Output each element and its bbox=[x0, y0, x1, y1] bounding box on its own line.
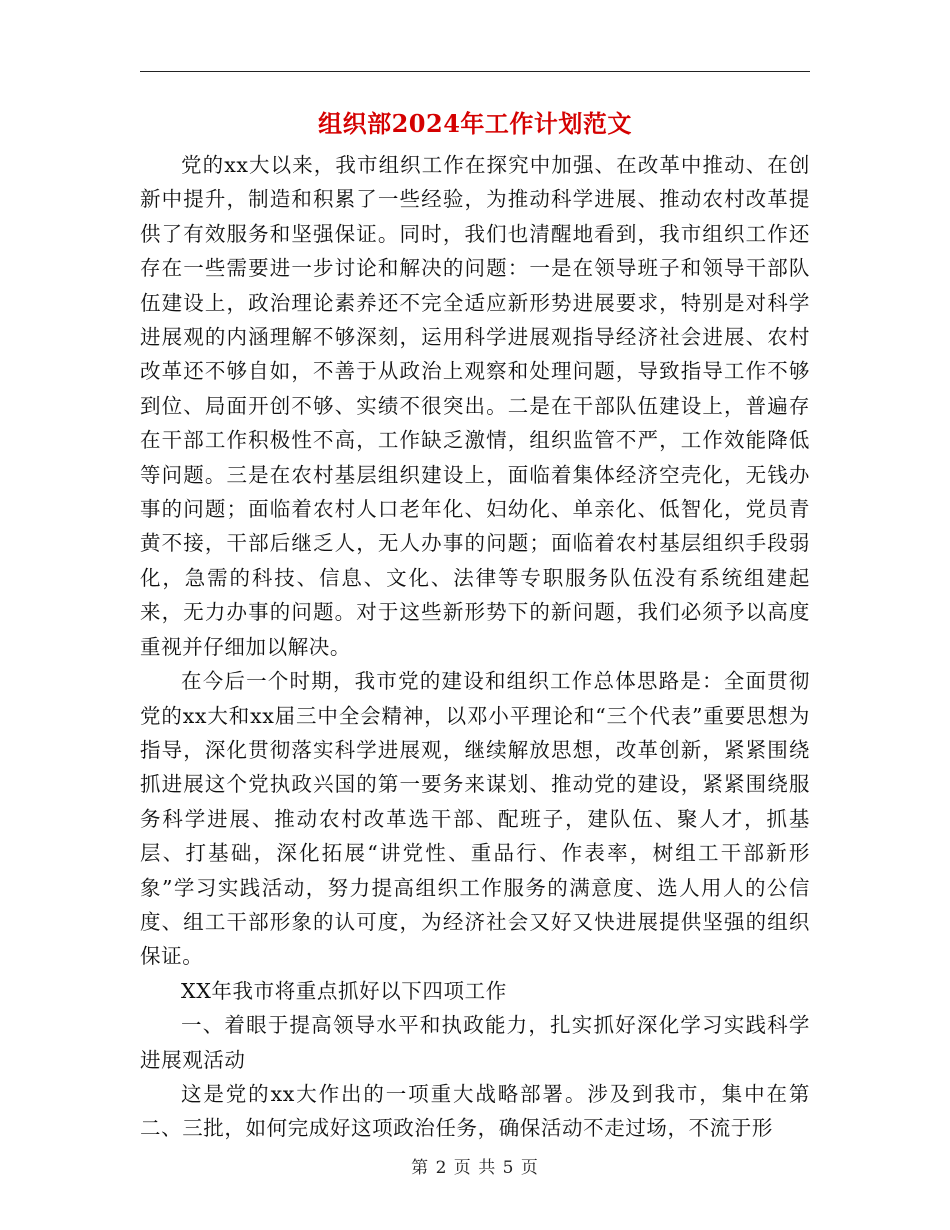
paragraph-4: 这是党的xx大作出的一项重大战略部署。涉及到我市，集中在第二、三批，如何完成好这项政治任务，确保活动不走过场，不流于形 bbox=[140, 1081, 810, 1141]
paragraph-3: XX年我市将重点抓好以下四项工作 bbox=[181, 978, 507, 1003]
section-heading-1: 一、着眼于提高领导水平和执政能力，扎实抓好深化学习实践科学进展观活动 bbox=[140, 1013, 810, 1072]
page-number: 第 2 页 共 5 页 bbox=[411, 1158, 539, 1178]
document-title: 组织部2024年工作计划范文 bbox=[318, 109, 632, 138]
paragraph-1: 党的xx大以来，我市组织工作在探究中加强、在改革中推动、在创新中提升，制造和积累了一些经验，为推动科学进展、推动农村改革提供了有效服务和坚强保证。同时，我们也清醒地看到，我市组织工作还存在一些需要进一步讨论和解决的问题：一是在领导班子和领导干部队伍建设上，政治理论素养还不完全适应新形势进展要求，特别是对科学进展观的内涵理解不够深刻，运用科学进展观指导经济社会进展、农村改革还不够自如，不善于从政治上观察和处理问题，导致指导工作不够到位、局面开创不够、实绩不很突出。二是在干部队伍建设上，普遍存在干部工作积极性不高，工作缺乏激情，组织监管不严，工作效能降低等问题。三是在农村基层组织建设上，面临着集体经济空壳化，无钱办事的问题；面临着农村人口老年化、妇幼化、单亲化、低智化，党员青黄不接，干部后继乏人，无人办事的问题；面临着农村基层组织手段弱化，急需的科技、信息、文化、法律等专职服务队伍没有系统组建起来，无力办事的问题。对于这些新形势下的新问题，我们必须予以高度重视并仔细加以解决。 bbox=[140, 153, 810, 659]
document-body bbox=[140, 148, 810, 1146]
paragraph-2: 在今后一个时期，我市党的建设和组织工作总体思路是：全面贯彻党的xx大和xx届三中全会精神，以邓小平理论和“三个代表”重要思想为指导，深化贯彻落实科学进展观，继续解放思想，改革创新，紧紧围绕抓进展这个党执政兴国的第一要务来谋划、推动党的建设，紧紧围绕服务科学进展、推动农村改革选干部、配班子，建队伍、聚人才，抓基层、打基础，深化拓展“讲党性、重品行、作表率，树组工干部新形象”学习实践活动，努力提高组织工作服务的满意度、选人用人的公信度、组工干部形象的认可度，为经济社会又好又快进展提供坚强的组织保证。 bbox=[140, 669, 810, 969]
header-rule bbox=[140, 71, 810, 72]
